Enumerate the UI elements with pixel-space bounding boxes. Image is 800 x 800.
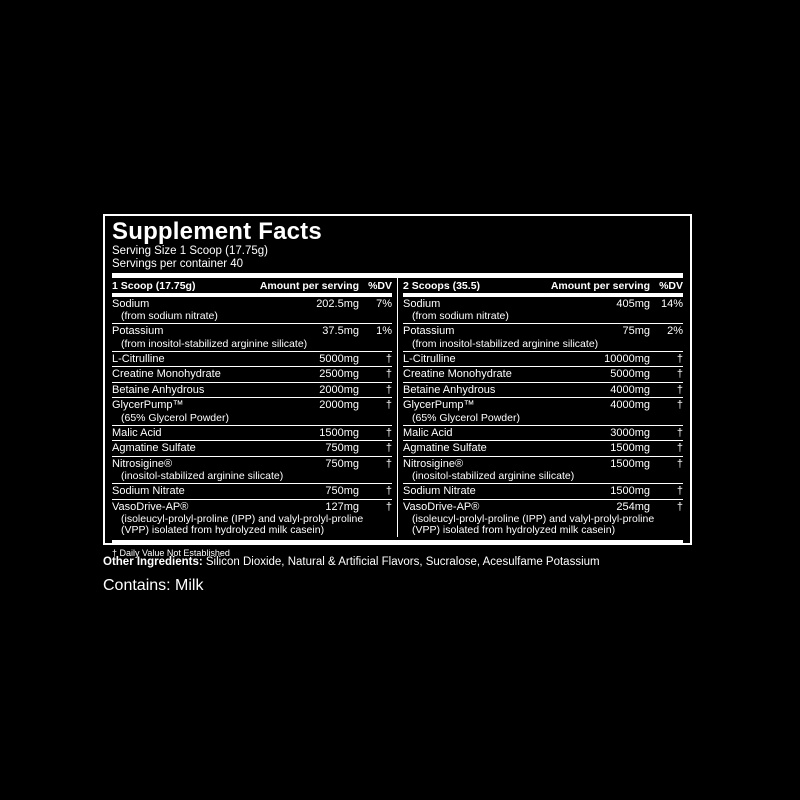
ingredient-dv: † — [385, 457, 392, 470]
ingredient-row — [112, 426, 392, 442]
ingredient-row — [112, 297, 392, 325]
dv-header: %DV — [659, 280, 683, 292]
facts-columns — [112, 278, 683, 537]
ingredient-name: Sodium — [112, 297, 150, 310]
ingredient-main-line — [403, 484, 683, 499]
ingredient-name: Nitrosigine® — [112, 457, 173, 470]
ingredient-main-line — [112, 484, 392, 499]
ingredient-name: Malic Acid — [112, 426, 162, 439]
ingredient-row — [112, 441, 392, 457]
ingredient-amount: 5000mg — [319, 352, 359, 365]
ingredient-dv: † — [385, 399, 392, 411]
column-header — [403, 278, 683, 293]
ingredient-subtext: (from sodium nitrate) — [121, 310, 218, 322]
ingredient-name: Sodium Nitrate — [112, 485, 185, 497]
ingredient-row — [112, 484, 392, 500]
ingredient-subtext: (from inositol-stabilized arginine silicate) — [121, 337, 308, 350]
ingredient-name: VasoDrive-AP® — [403, 500, 480, 513]
ingredient-subtext: (inositol-stabilized arginine silicate) — [412, 470, 575, 482]
ingredient-main-line — [112, 398, 392, 413]
ingredient-subtext: (from inositol-stabilized arginine silicate) — [412, 337, 599, 350]
ingredient-dv: † — [676, 352, 683, 365]
ingredient-amount: 750mg — [325, 442, 359, 454]
serving-size: Serving Size 1 Scoop (17.75g) — [112, 245, 268, 257]
ingredient-amount: 2500mg — [319, 368, 359, 380]
ingredient-main-line — [403, 457, 683, 472]
ingredient-amount: 37.5mg — [322, 325, 359, 337]
column-2-scoops — [397, 278, 683, 537]
ingredient-subtext: (isoleucyl-prolyl-proline (IPP) and valyl-prolyl-proline (VPP) isolated from hydrolyzed milk casein) — [412, 513, 655, 536]
ingredient-name: Sodium — [403, 297, 441, 310]
ingredient-name: Potassium — [112, 325, 164, 337]
ingredient-main-line — [403, 297, 683, 312]
ingredient-row — [403, 383, 683, 399]
ingredient-name: Nitrosigine® — [403, 457, 464, 470]
ingredient-dv: † — [385, 442, 392, 454]
ingredient-main-line — [112, 500, 392, 515]
ingredient-dv: † — [385, 383, 392, 396]
ingredient-subtext: (isoleucyl-prolyl-proline (IPP) and valyl-prolyl-proline (VPP) isolated from hydrolyzed milk casein) — [121, 513, 364, 536]
ingredient-amount: 2000mg — [319, 383, 359, 396]
amount-per-serving-header: Amount per serving — [259, 280, 359, 292]
ingredient-main-line — [403, 441, 683, 456]
ingredient-name: Betaine Anhydrous — [403, 383, 496, 396]
ingredient-row — [403, 457, 683, 485]
ingredient-dv: † — [385, 500, 392, 513]
ingredient-name: Agmatine Sulfate — [112, 442, 196, 454]
ingredient-amount: 1500mg — [610, 457, 650, 470]
ingredient-row — [403, 398, 683, 426]
ingredient-name: Creatine Monohydrate — [403, 368, 512, 380]
ingredient-name: GlycerPump™ — [403, 399, 475, 411]
ingredient-main-line — [403, 383, 683, 398]
ingredient-amount: 2000mg — [319, 399, 359, 411]
ingredient-dv: 14% — [660, 297, 683, 310]
ingredient-amount: 405mg — [616, 297, 650, 310]
ingredient-dv: † — [676, 399, 683, 411]
ingredient-main-line — [112, 352, 392, 367]
ingredient-amount: 3000mg — [610, 426, 650, 439]
ingredient-dv: † — [385, 352, 392, 365]
ingredient-row — [112, 398, 392, 426]
column-header-label: 1 Scoop (17.75g) — [112, 280, 196, 292]
ingredient-dv: † — [676, 368, 683, 380]
ingredient-dv: 1% — [376, 325, 392, 337]
ingredient-main-line — [112, 457, 392, 472]
ingredient-dv: 2% — [667, 325, 683, 337]
ingredient-name: Sodium Nitrate — [403, 485, 476, 497]
ingredient-amount: 750mg — [325, 457, 359, 470]
column-header-label: 2 Scoops (35.5) — [403, 280, 481, 292]
ingredient-main-line — [403, 500, 683, 515]
ingredient-row — [112, 500, 392, 537]
ingredient-name: Agmatine Sulfate — [403, 442, 487, 454]
ingredient-main-line — [112, 426, 392, 441]
ingredient-main-line — [112, 383, 392, 398]
ingredient-row — [112, 367, 392, 383]
ingredient-name: Malic Acid — [403, 426, 453, 439]
ingredient-main-line — [112, 297, 392, 312]
ingredient-row — [112, 324, 392, 352]
ingredient-row — [403, 297, 683, 325]
ingredient-amount: 127mg — [325, 500, 359, 513]
ingredient-rows — [403, 297, 683, 537]
ingredient-dv: 7% — [376, 297, 392, 310]
ingredient-name: L-Citrulline — [403, 352, 456, 365]
ingredient-name: L-Citrulline — [112, 352, 165, 365]
ingredient-rows — [112, 297, 392, 537]
ingredient-name: Creatine Monohydrate — [112, 368, 221, 380]
ingredient-row — [112, 383, 392, 399]
ingredient-name: Betaine Anhydrous — [112, 383, 205, 396]
ingredient-row — [403, 500, 683, 537]
ingredient-amount: 4000mg — [610, 383, 650, 396]
panel-title: Supplement Facts — [112, 218, 322, 245]
supplement-facts-panel — [103, 214, 692, 558]
ingredient-row — [403, 352, 683, 368]
ingredient-row — [112, 352, 392, 368]
column-header — [112, 278, 392, 293]
ingredient-main-line — [403, 398, 683, 413]
ingredient-dv: † — [385, 368, 392, 380]
ingredient-amount: 1500mg — [319, 426, 359, 439]
ingredient-main-line — [112, 441, 392, 456]
ingredient-main-line — [112, 324, 392, 339]
ingredient-subtext: (65% Glycerol Powder) — [412, 411, 520, 424]
other-ingredients — [103, 556, 703, 569]
ingredient-name: GlycerPump™ — [112, 399, 184, 411]
ingredient-subtext: (inositol-stabilized arginine silicate) — [121, 470, 284, 482]
ingredient-main-line — [403, 426, 683, 441]
ingredient-main-line — [112, 367, 392, 382]
ingredient-amount: 4000mg — [610, 399, 650, 411]
ingredient-dv: † — [676, 500, 683, 513]
ingredient-subtext: (65% Glycerol Powder) — [121, 411, 229, 424]
ingredient-row — [403, 426, 683, 442]
ingredient-dv: † — [385, 485, 392, 497]
ingredient-dv: † — [676, 485, 683, 497]
ingredient-amount: 1500mg — [610, 485, 650, 497]
ingredient-dv: † — [676, 442, 683, 454]
ingredient-amount: 10000mg — [604, 352, 650, 365]
ingredient-subtext: (from sodium nitrate) — [412, 310, 509, 322]
ingredient-dv: † — [676, 457, 683, 470]
ingredient-amount: 1500mg — [610, 442, 650, 454]
ingredient-row — [403, 484, 683, 500]
ingredient-name: VasoDrive-AP® — [112, 500, 189, 513]
ingredient-main-line — [403, 352, 683, 367]
ingredient-row — [403, 324, 683, 352]
servings-per-container: Servings per container 40 — [112, 257, 244, 270]
ingredient-dv: † — [385, 426, 392, 439]
ingredient-amount: 5000mg — [610, 368, 650, 380]
ingredient-dv: † — [676, 383, 683, 396]
ingredient-dv: † — [676, 426, 683, 439]
ingredient-main-line — [403, 324, 683, 339]
other-ingredients-text: Silicon Dioxide, Natural & Artificial Flavors, Sucralose, Acesulfame Potassium — [202, 556, 600, 568]
ingredient-main-line — [403, 367, 683, 382]
contains-statement: Contains: Milk — [103, 577, 204, 594]
ingredient-row — [112, 457, 392, 485]
ingredient-amount: 202.5mg — [316, 297, 359, 310]
ingredient-amount: 254mg — [616, 500, 650, 513]
ingredient-amount: 75mg — [622, 325, 650, 337]
amount-per-serving-header: Amount per serving — [550, 280, 650, 292]
dv-header: %DV — [368, 280, 392, 292]
ingredient-row — [403, 367, 683, 383]
other-ingredients-label: Other Ingredients: — [103, 556, 203, 568]
ingredient-amount: 750mg — [325, 485, 359, 497]
column-1-scoop — [112, 278, 397, 537]
daily-value-footnote: † Daily Value Not Established — [112, 547, 230, 558]
ingredient-row — [403, 441, 683, 457]
ingredient-name: Potassium — [403, 325, 455, 337]
